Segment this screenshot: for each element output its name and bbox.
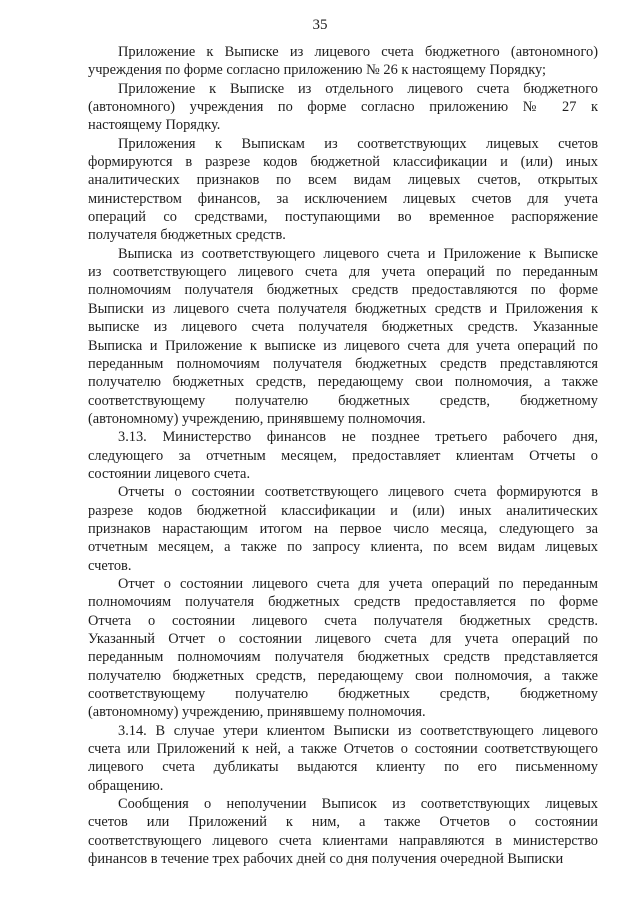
text-line: счета или Приложений к ней, а также Отчетов о состоянии соответствующего — [88, 741, 598, 758]
text-line: счетов. — [88, 557, 132, 574]
text-line: Отчет о состоянии лицевого счета для учета операций по переданным — [118, 575, 598, 592]
text-line: министерством финансов, за исключением лицевых счетов для учета — [88, 190, 598, 207]
text-line: состоянии лицевого счета. — [88, 465, 251, 482]
document-body — [88, 43, 598, 868]
text-line: соответствующему получателю бюджетных средств, бюджетному — [88, 392, 598, 409]
text-line: Выписки из лицевого счета получателя бюджетных средств и Приложения к — [88, 300, 598, 317]
text-line: из соответствующего лицевого счета для учета операций по переданным — [88, 264, 598, 281]
paragraph — [88, 483, 598, 575]
text-line: аналитических признаков по всем видам лицевых счетов, открытых — [88, 172, 598, 189]
text-line: полномочиям получателя бюджетных средств предоставляется по форме — [88, 594, 598, 611]
text-line: Выписка и Приложение к выписке из лицевого счета для учета операций по — [88, 337, 598, 354]
text-line: (автономному) учреждению, принявшему полномочия. — [88, 410, 426, 427]
text-line: признаков нарастающим итогом на первое число месяца, следующего за — [88, 520, 598, 537]
paragraph — [88, 245, 598, 428]
text-line: следующего за отчетным месяцем, предоставляет клиентам Отчеты о — [88, 447, 598, 464]
text-line: полномочиям получателя бюджетных средств предоставляются по форме — [88, 282, 598, 299]
text-line: получателя бюджетных средств. — [88, 227, 286, 244]
text-line: обращению. — [88, 777, 164, 794]
text-line: формируются в разрезе кодов бюджетной классификации и (или) иных — [88, 154, 598, 171]
text-line: лицевого счета дубликаты выдаются клиенту по его письменному — [88, 759, 598, 776]
text-line: (автономного) учреждения по форме согласно приложению № 27 к — [88, 99, 598, 116]
text-line: отчетным месяцем, а также по запросу клиента, по всем видам лицевых — [88, 539, 598, 556]
paragraph — [88, 428, 598, 483]
text-line: Приложения к Выпискам из соответствующих лицевых счетов — [118, 135, 598, 152]
paragraph — [88, 135, 598, 245]
text-line: получателю бюджетных средств, передающему свои полномочия, а также — [88, 667, 598, 684]
text-line: переданным полномочиям получателя бюджетных средств представляется — [88, 649, 598, 666]
text-line: (автономному) учреждению, принявшему полномочия. — [88, 704, 426, 721]
text-line: соответствующего лицевого счета клиентами направляются в министерство — [88, 832, 598, 849]
text-line: 3.14. В случае утери клиентом Выписки из соответствующего лицевого — [118, 722, 598, 739]
text-line: получателю бюджетных средств, передающему свои полномочия, а также — [88, 374, 598, 391]
text-line: разрезе кодов бюджетной классификации и (или) иных аналитических — [88, 502, 598, 519]
text-line: переданным полномочиям получателя бюджетных средств представляются — [88, 355, 598, 372]
paragraph — [88, 43, 598, 80]
paragraph — [88, 80, 598, 135]
text-line: Выписка из соответствующего лицевого счета и Приложение к Выписке — [118, 245, 598, 262]
text-line: учреждения по форме согласно приложению № 26 к настоящему Порядку; — [88, 62, 546, 79]
text-line: Указанный Отчет о состоянии лицевого счета для учета операций по — [88, 631, 598, 647]
text-line: выписке из лицевого счета получателя бюджетных средств. Указанные — [88, 319, 598, 336]
paragraph — [88, 722, 598, 795]
paragraph — [88, 575, 598, 722]
page-number: 35 — [312, 17, 328, 33]
text-line: Отчеты о состоянии соответствующего лицевого счета формируются в — [118, 484, 598, 501]
text-line: Приложение к Выписке из отдельного лицевого счета бюджетного — [118, 80, 598, 97]
text-line: 3.13. Министерство финансов не позднее третьего рабочего дня, — [118, 429, 598, 446]
text-line: соответствующему получателю бюджетных средств, бюджетному — [88, 686, 598, 703]
paragraph — [88, 795, 598, 868]
text-line: счетов или Приложений к ним, а также Отчетов о состоянии — [88, 814, 598, 831]
text-line: Приложение к Выписке из лицевого счета бюджетного (автономного) — [118, 44, 598, 60]
text-line: настоящему Порядку. — [88, 117, 221, 134]
text-line: финансов в течение трех рабочих дней со дня получения очередной Выписки — [88, 851, 564, 868]
text-line: операций со средствами, поступающими во временное распоряжение — [88, 209, 598, 226]
text-line: Отчета о состоянии лицевого счета получателя бюджетных средств. — [88, 612, 598, 629]
text-line: Сообщения о неполучении Выписок из соответствующих лицевых — [118, 796, 598, 813]
